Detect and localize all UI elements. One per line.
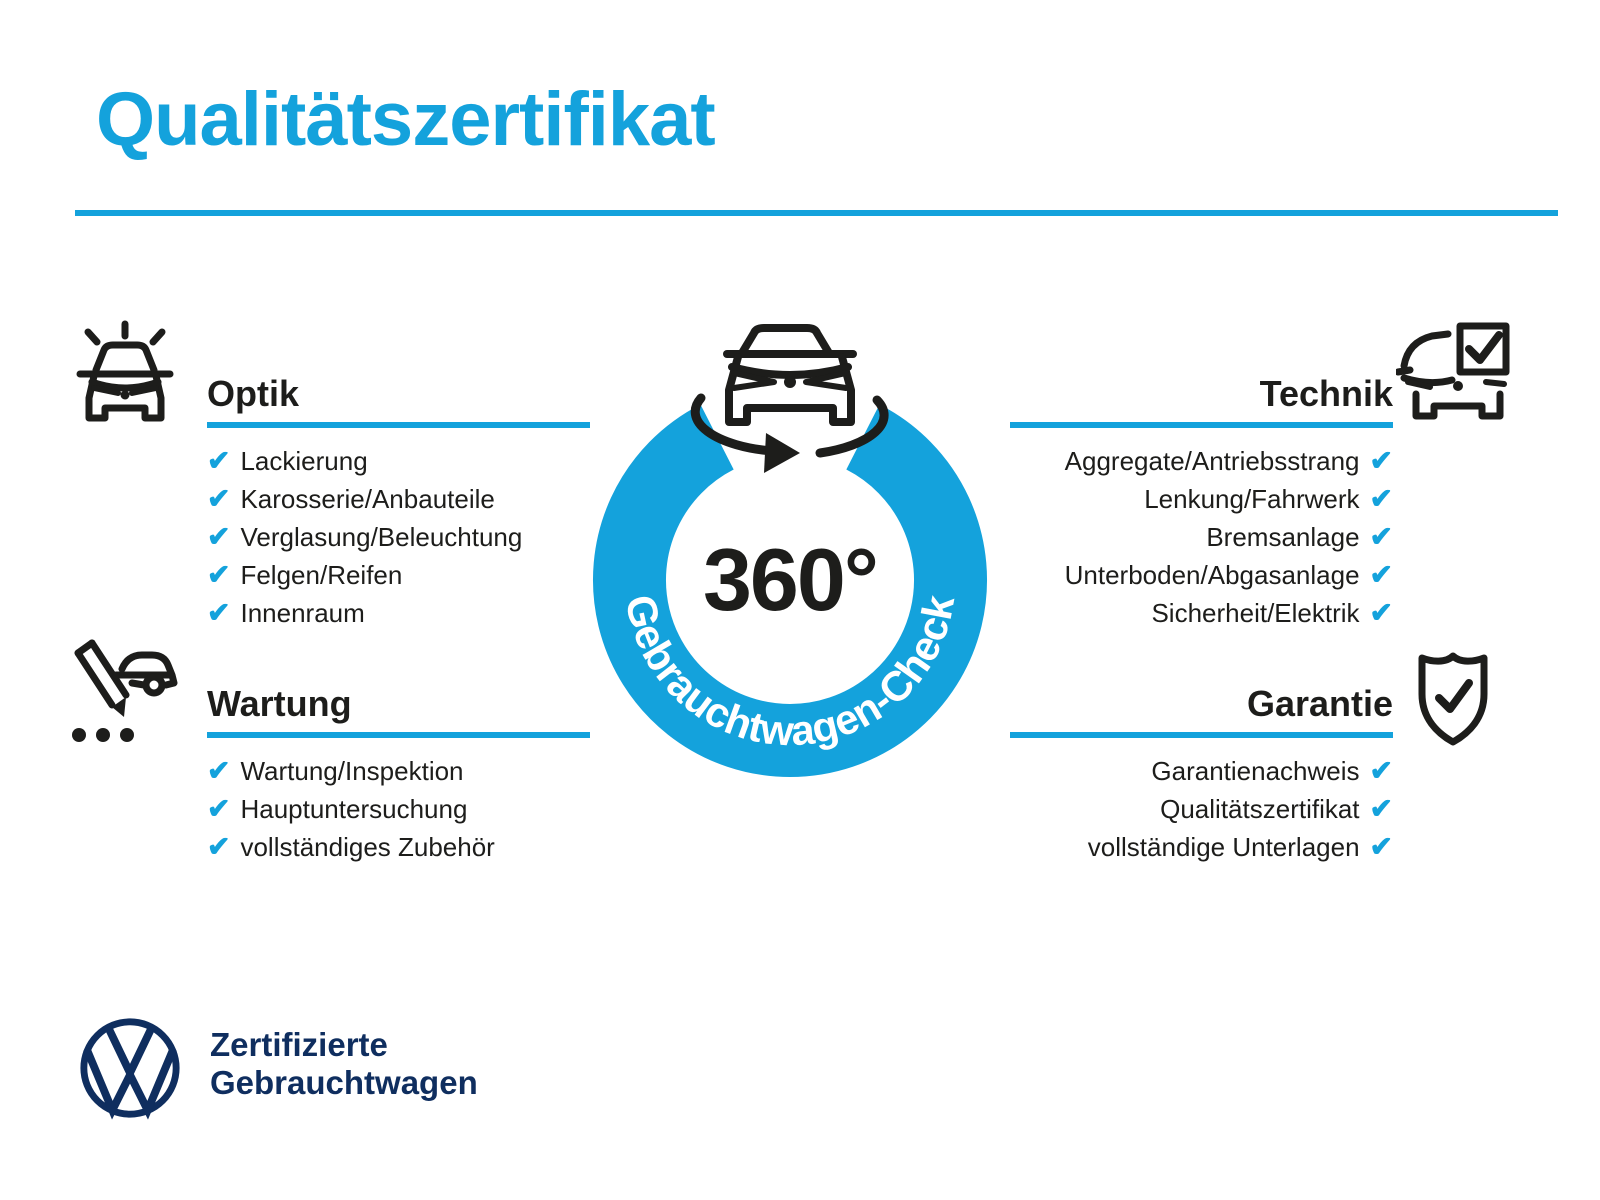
vw-logo (76, 1014, 184, 1122)
check-icon: ✔ (207, 793, 231, 824)
list-item-label: Innenraum (240, 597, 365, 628)
section-divider (1010, 422, 1393, 428)
section-wartung (207, 680, 590, 866)
list-item-label: Aggregate/Antriebsstrang (1064, 445, 1360, 476)
list-item (207, 752, 590, 790)
section-title-optik: Optik (207, 373, 300, 414)
list-item (207, 442, 590, 480)
badge-degrees: 360° (702, 530, 878, 629)
check-icon: ✔ (207, 483, 231, 514)
check-icon: ✔ (207, 559, 231, 590)
pencil-car-checklist-icon (66, 636, 180, 748)
list-item-label: Felgen/Reifen (240, 559, 403, 590)
check-icon: ✔ (207, 521, 231, 552)
check-icon: ✔ (1369, 521, 1393, 552)
360-degree-check-badge (580, 295, 1000, 795)
list-item-label: Karosserie/Anbauteile (240, 483, 495, 514)
section-title-garantie: Garantie (1246, 683, 1393, 724)
list-item (207, 518, 590, 556)
check-icon: ✔ (1369, 597, 1393, 628)
checklist-optik (207, 442, 590, 632)
title-divider (75, 210, 1558, 216)
shield-check-icon (1408, 646, 1498, 750)
list-item (207, 594, 590, 632)
section-divider (207, 422, 590, 428)
check-icon: ✔ (1369, 445, 1393, 476)
list-item-label: Bremsanlage (1206, 521, 1360, 552)
section-divider (1010, 732, 1393, 738)
list-item-label: Sicherheit/Elektrik (1151, 597, 1360, 628)
list-item-label: vollständige Unterlagen (1087, 831, 1360, 862)
check-icon: ✔ (1369, 559, 1393, 590)
list-item (207, 828, 590, 866)
list-item-label: vollständiges Zubehör (240, 831, 495, 862)
section-divider (207, 732, 590, 738)
check-icon: ✔ (1369, 793, 1393, 824)
checklist-garantie (1010, 752, 1393, 866)
list-item (1010, 594, 1393, 632)
list-item (1010, 480, 1393, 518)
list-item-label: Unterboden/Abgasanlage (1064, 559, 1360, 590)
list-item (1010, 828, 1393, 866)
check-icon: ✔ (207, 755, 231, 786)
list-item (207, 790, 590, 828)
section-garantie (1010, 680, 1393, 866)
brand-text (210, 1026, 478, 1102)
brand-line1: Zertifizierte (210, 1026, 388, 1063)
list-item-label: Qualitätszertifikat (1160, 793, 1360, 824)
badge-ring-label: Gebrauchtwagen-Check (616, 590, 964, 755)
page-title: Qualitätszertifikat (96, 77, 715, 162)
section-technik (1010, 370, 1393, 632)
check-icon: ✔ (1369, 831, 1393, 862)
check-icon: ✔ (207, 597, 231, 628)
section-title-technik: Technik (1259, 373, 1393, 414)
list-item-label: Hauptuntersuchung (240, 793, 468, 824)
list-item-label: Wartung/Inspektion (240, 755, 464, 786)
list-item-label: Lackierung (240, 445, 368, 476)
list-item (1010, 752, 1393, 790)
check-icon: ✔ (1369, 755, 1393, 786)
list-item (207, 480, 590, 518)
checklist-technik (1010, 442, 1393, 632)
car-checkbox-icon (1396, 320, 1520, 430)
list-item (1010, 790, 1393, 828)
check-icon: ✔ (207, 445, 231, 476)
list-item-label: Garantienachweis (1151, 755, 1360, 786)
checklist-wartung (207, 752, 590, 866)
list-item-label: Verglasung/Beleuchtung (240, 521, 523, 552)
list-item (207, 556, 590, 594)
section-title-wartung: Wartung (207, 683, 352, 724)
car-front-shine-icon (70, 318, 180, 428)
list-item (1010, 442, 1393, 480)
check-icon: ✔ (207, 831, 231, 862)
brand-line2: Gebrauchtwagen (210, 1064, 478, 1101)
list-item (1010, 556, 1393, 594)
list-item-label: Lenkung/Fahrwerk (1144, 483, 1360, 514)
list-item (1010, 518, 1393, 556)
check-icon: ✔ (1369, 483, 1393, 514)
section-optik (207, 370, 590, 632)
